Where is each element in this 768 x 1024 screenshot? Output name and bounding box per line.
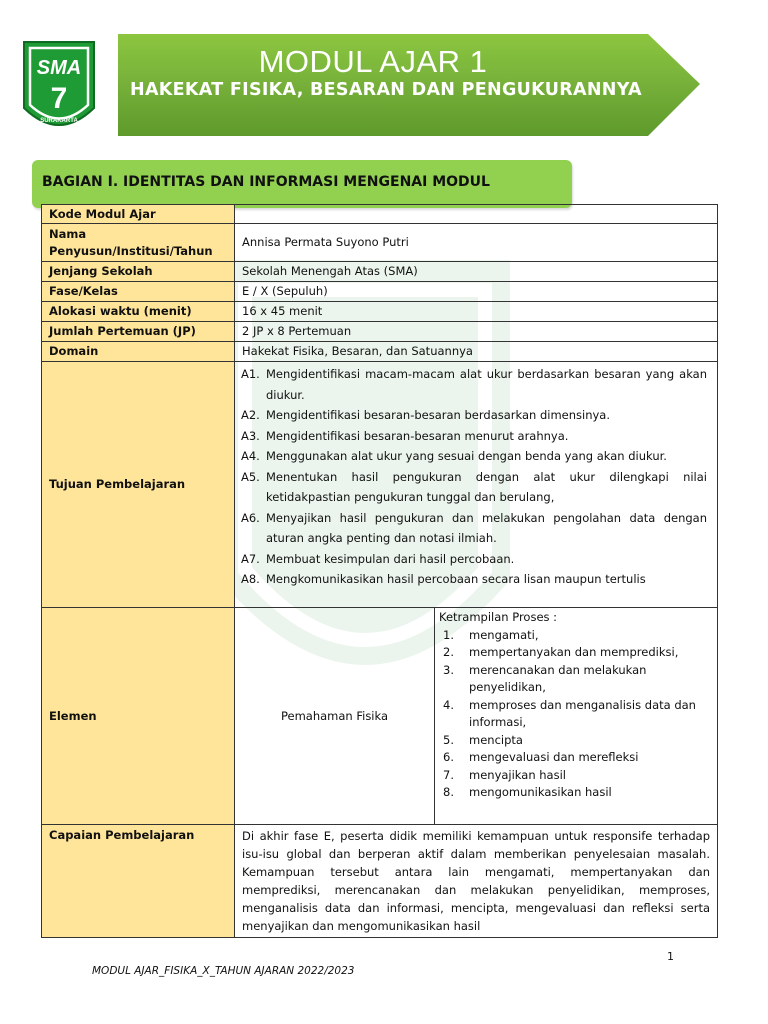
row-value: 16 x 45 menit: [235, 302, 718, 322]
list-item: 6. mengevaluasi dan merefleksi: [443, 750, 639, 764]
footer-text: MODUL AJAR_FISIKA_X_TAHUN AJARAN 2022/2023: [92, 965, 355, 977]
list-item: 7. menyajikan hasil: [443, 767, 566, 782]
list-item: 5. mencipta: [443, 732, 523, 747]
elemen-left-text: Pemahaman Fisika: [235, 608, 435, 824]
elemen-right: [435, 608, 717, 824]
table-row: [42, 322, 718, 342]
list-item: 2. mempertanyakan dan memprediksi,: [443, 645, 679, 659]
row-value: Annisa Permata Suyono Putri: [235, 224, 718, 262]
row-label: Nama Penyusun/Institusi/Tahun: [42, 224, 235, 262]
elemen-list: [439, 627, 715, 802]
list-item: 3. merencanakan dan melakukan penyelidikan,: [443, 662, 647, 694]
elemen-label: Elemen: [42, 608, 235, 825]
table-row: [42, 205, 718, 224]
page-number: 1: [667, 950, 674, 963]
logo-school-text: SMA: [36, 57, 82, 79]
row-value: [235, 205, 718, 224]
row-value: E / X (Sepuluh): [235, 282, 718, 302]
school-logo: [20, 38, 98, 138]
capaian-text: Di akhir fase E, peserta didik memiliki kemampuan untuk responsife terhadap isu-isu global dan berperan aktif dalam memberikan penyelesaian masalah. Kemampuan tersebut antara lain mengamati, mempertanyakan dan memprediksi, merencanakan dan melakukan penyelidikan, memproses, menganalisis data dan informasi, mencipta, mengevaluasi dan refleksi serta menyajikan dan mengomunikasikan hasil: [242, 829, 710, 933]
table-row: [42, 342, 718, 362]
row-value: 2 JP x 8 Pertemuan: [235, 322, 718, 342]
list-item: A6. Menyajikan hasil pengukuran dan melakukan pengolahan data dengan aturan angka penting dan notasi ilmiah.: [241, 510, 707, 545]
list-item: A4. Menggunakan alat ukur yang sesuai dengan benda yang akan diukur.: [241, 449, 667, 463]
row-label: Kode Modul Ajar: [42, 205, 235, 224]
list-item: 1. mengamati,: [443, 627, 539, 642]
row-label: Fase/Kelas: [42, 282, 235, 302]
section-header: [32, 160, 572, 208]
table-row: [42, 224, 718, 262]
elemen-heading: Ketrampilan Proses :: [439, 610, 558, 624]
list-item: 4. memproses dan menganalisis data dan informasi,: [443, 697, 696, 729]
table-row: [42, 282, 718, 302]
row-value: Hakekat Fisika, Besaran, dan Satuannya: [235, 342, 718, 362]
row-label: Domain: [42, 342, 235, 362]
logo-number-text: 7: [50, 82, 68, 115]
tujuan-label: Tujuan Pembelajaran: [42, 362, 235, 608]
list-item: 8. mengomunikasikan hasil: [443, 785, 612, 799]
title-banner: [118, 34, 702, 138]
row-label: Jumlah Pertemuan (JP): [42, 322, 235, 342]
list-item: A2. Mengidentifikasi besaran-besaran berdasarkan dimensinya.: [241, 408, 611, 422]
list-item: A5. Menentukan hasil pengukuran dengan alat ukur dilengkapi nilai ketidakpastian pengukuran tunggal dan berulang,: [241, 469, 707, 504]
module-subtitle: HAKEKAT FISIKA, BESARAN DAN PENGUKURANNYA: [130, 80, 642, 100]
logo-city-text: SURAKARTA: [40, 118, 78, 124]
row-value: Sekolah Menengah Atas (SMA): [235, 262, 718, 282]
capaian-label: Capaian Pembelajaran: [42, 825, 235, 938]
tujuan-list: [237, 362, 717, 590]
module-title: MODUL AJAR 1: [258, 44, 488, 79]
table-row-tujuan: [42, 362, 718, 608]
row-label: Jenjang Sekolah: [42, 262, 235, 282]
list-item: A8. Mengkomunikasikan hasil percobaan secara lisan maupun tertulis: [241, 572, 646, 586]
table-row-capaian: [42, 825, 718, 938]
identity-table: [41, 204, 718, 938]
list-item: A3. Mengidentifikasi besaran-besaran menurut arahnya.: [241, 428, 569, 443]
table-row: [42, 302, 718, 322]
table-row-elemen: [42, 608, 718, 825]
list-item: A1. Mengidentifikasi macam-macam alat ukur berdasarkan besaran yang akan diukur.: [241, 367, 707, 402]
table-row: [42, 262, 718, 282]
row-label: Alokasi waktu (menit): [42, 302, 235, 322]
section-title: BAGIAN I. IDENTITAS DAN INFORMASI MENGENAI MODUL: [42, 174, 490, 190]
list-item: A7. Membuat kesimpulan dari hasil percobaan.: [241, 551, 515, 566]
